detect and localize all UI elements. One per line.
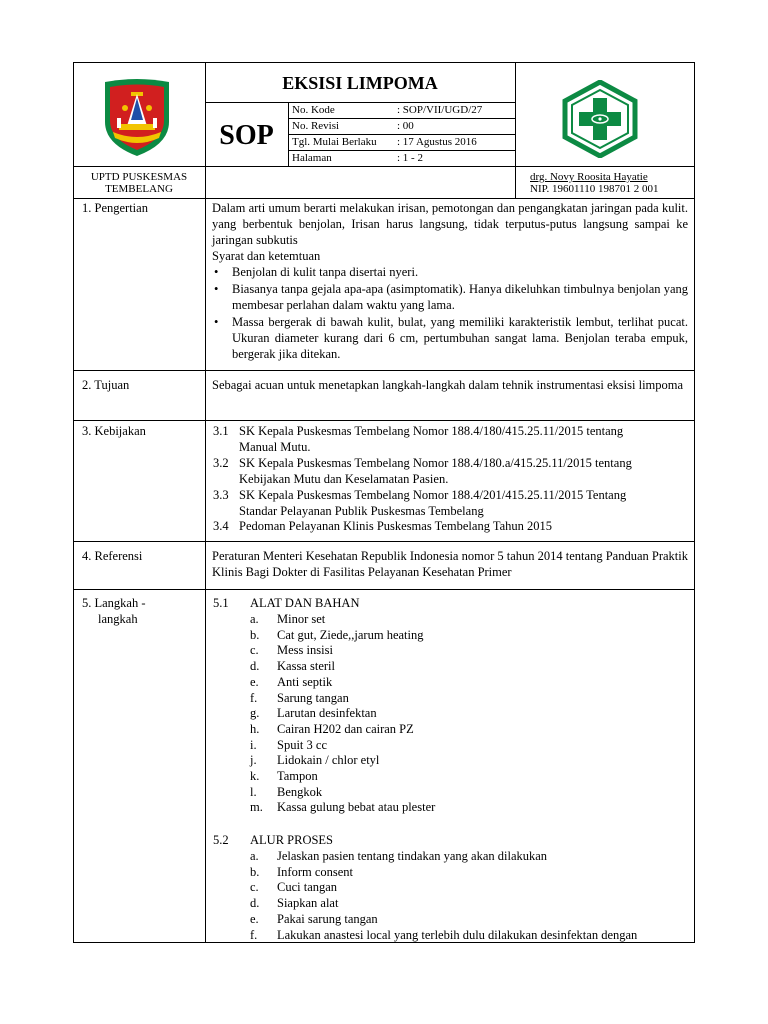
alat-bahan-letter: b.	[250, 627, 260, 642]
alat-bahan-item: Mess insisi	[277, 643, 333, 658]
tujuan-text: Sebagai acuan untuk menetapkan langkah-langkah dalam tehnik instrumentasi eksisi limpoma	[212, 378, 684, 392]
unit-name-line1: UPTD PUSKESMAS	[90, 171, 188, 183]
signer-name: drg. Novy Roosita Hayatie	[530, 171, 648, 183]
subsection-number: 5.2	[213, 833, 229, 847]
alat-bahan-item: Spuit 3 cc	[277, 737, 327, 752]
alur-proses-item: Jelaskan pasien tentang tindakan yang akan dilakukan	[277, 849, 548, 863]
alat-bahan-letter: e.	[250, 674, 259, 689]
alat-bahan-item: Lidokain / chlor etyl	[277, 753, 380, 768]
kebijakan-item-line1: Pedoman Pelayanan Klinis Puskesmas Tembelang Tahun 2015	[239, 519, 553, 533]
alat-bahan-item: Larutan desinfektan	[277, 706, 377, 721]
alat-bahan-letter: i.	[250, 737, 257, 752]
alur-proses-item: Cuci tangan	[277, 880, 338, 895]
pengertian-bullet-3: Massa bergerak di bawah kulit, bulat, yang memiliki karakteristik lembut, terlihat pucat. Ukuran diameter kurang dari 6 cm, pertumbuhan sangat lama. Benjolan teraba empuk, bergerak jika ditekan.	[232, 315, 688, 361]
subsection-title-alur-proses: ALUR PROSES	[250, 833, 334, 847]
pengertian-bullet-2: Biasanya tanpa gejala apa-apa (asimptomatik). Hanya dikeluhkan timbulnya benjolan yang membesar perlahan dalam waktu yang lama.	[232, 282, 688, 312]
alat-bahan-letter: l.	[250, 784, 257, 799]
bullet-icon: •	[214, 265, 219, 279]
unit-name-line2: TEMBELANG	[105, 183, 173, 195]
alat-bahan-letter: g.	[250, 706, 260, 721]
alur-proses-letter: b.	[250, 864, 260, 879]
alat-bahan-letter: a.	[250, 612, 259, 626]
alat-bahan-item: Cat gut, Ziede,,jarum heating	[277, 627, 424, 642]
meta-value-halaman: : 1 - 2	[397, 152, 423, 164]
meta-label-tanggal: Tgl. Mulai Berlaku	[292, 136, 377, 148]
meta-label-kode: No. Kode	[292, 104, 335, 116]
pengertian-definition: Dalam arti umum berarti melakukan irisan, pemotongan dan pengangkatan jaringan pada kulit. yang berbentuk benjolan, Irisan harus langsung, tidak terputus-putus langsung sampai ke jaringan subkutis	[212, 201, 688, 247]
kebijakan-number: 3.1	[213, 424, 229, 438]
kebijakan-item-line2: Kebijakan Mutu dan Keselamatan Pasien.	[239, 472, 449, 486]
alat-bahan-letter: d.	[250, 659, 260, 674]
alur-proses-item: Inform consent	[277, 864, 354, 879]
alat-bahan-item: Anti septik	[277, 674, 333, 689]
alat-bahan-item: Sarung tangan	[277, 690, 349, 705]
kebijakan-item-line2: Standar Pelayanan Publik Puskesmas Tembelang	[239, 504, 484, 518]
subsection-number: 5.1	[213, 596, 229, 610]
kebijakan-number: 3.4	[213, 519, 229, 533]
alat-bahan-letter: h.	[250, 721, 260, 736]
coat-of-arms-icon	[101, 78, 173, 158]
alat-bahan-letter: f.	[250, 690, 258, 705]
alur-proses-letter: e.	[250, 911, 259, 926]
section-label-pengertian: 1. Pengertian	[82, 201, 148, 215]
alat-bahan-letter: k.	[250, 769, 260, 783]
section-label-kebijakan: 3. Kebijakan	[82, 424, 146, 438]
sop-label: SOP	[219, 120, 274, 151]
kebijakan-item-line1: SK Kepala Puskesmas Tembelang Nomor 188.4/180/415.25.11/2015 tentang	[239, 424, 624, 438]
kebijakan-item-line1: SK Kepala Puskesmas Tembelang Nomor 188.4/201/415.25.11/2015 Tentang	[239, 488, 627, 502]
alat-bahan-letter: m.	[250, 800, 263, 815]
section-label-langkah: 5. Langkah -	[82, 596, 146, 610]
regency-logo	[101, 78, 173, 158]
alat-bahan-letter: j.	[250, 753, 257, 768]
meta-value-revisi: : 00	[397, 120, 414, 132]
referensi-text: Peraturan Menteri Kesehatan Republik Indonesia nomor 5 tahun 2014 tentang Panduan Praktik Klinis Bagi Dokter di Fasilitas Pelayanan Kesehatan Primer	[212, 549, 688, 579]
alur-proses-letter: f.	[250, 927, 258, 942]
meta-value-kode: : SOP/VII/UGD/27	[397, 104, 483, 116]
alat-bahan-item: Minor set	[277, 612, 326, 626]
alur-proses-item: Pakai sarung tangan	[277, 911, 378, 926]
pengertian-bullet-1: Benjolan di kulit tanpa disertai nyeri.	[232, 265, 419, 279]
alur-proses-item: Siapkan alat	[277, 896, 339, 911]
kebijakan-number: 3.3	[213, 488, 229, 502]
alat-bahan-letter: c.	[250, 643, 259, 658]
document-title: EKSISI LIMPOMA	[282, 73, 438, 93]
alat-bahan-item: Kassa steril	[277, 659, 335, 674]
alat-bahan-item: Kassa gulung bebat atau plester	[277, 800, 436, 815]
puskesmas-logo	[561, 80, 639, 158]
meta-value-tanggal: : 17 Agustus 2016	[397, 136, 477, 148]
alur-proses-letter: c.	[250, 880, 259, 895]
bullet-icon: •	[214, 282, 219, 296]
subsection-title-alat-bahan: ALAT DAN BAHAN	[250, 596, 360, 610]
meta-label-revisi: No. Revisi	[292, 120, 340, 132]
health-cross-icon	[561, 80, 639, 158]
alat-bahan-item: Bengkok	[277, 784, 323, 799]
alur-proses-letter: d.	[250, 896, 260, 911]
meta-label-halaman: Halaman	[292, 152, 332, 164]
pengertian-subheading: Syarat dan ketemtuan	[212, 249, 321, 263]
bullet-icon: •	[214, 315, 219, 329]
alat-bahan-item: Tampon	[277, 769, 318, 783]
section-label-langkah-cont: langkah	[98, 612, 138, 626]
alur-proses-letter: a.	[250, 849, 259, 863]
kebijakan-item-line1: SK Kepala Puskesmas Tembelang Nomor 188.4/180.a/415.25.11/2015 tentang	[239, 456, 632, 470]
signer-nip: NIP. 19601110 198701 2 001	[530, 183, 659, 195]
section-label-tujuan: 2. Tujuan	[82, 378, 130, 392]
section-label-referensi: 4. Referensi	[82, 549, 143, 563]
alat-bahan-item: Cairan H202 dan cairan PZ	[277, 721, 414, 736]
kebijakan-item-line2: Manual Mutu.	[239, 440, 311, 454]
alur-proses-item: Lakukan anastesi local yang terlebih dulu dilakukan desinfektan dengan	[277, 927, 638, 942]
kebijakan-number: 3.2	[213, 456, 229, 470]
